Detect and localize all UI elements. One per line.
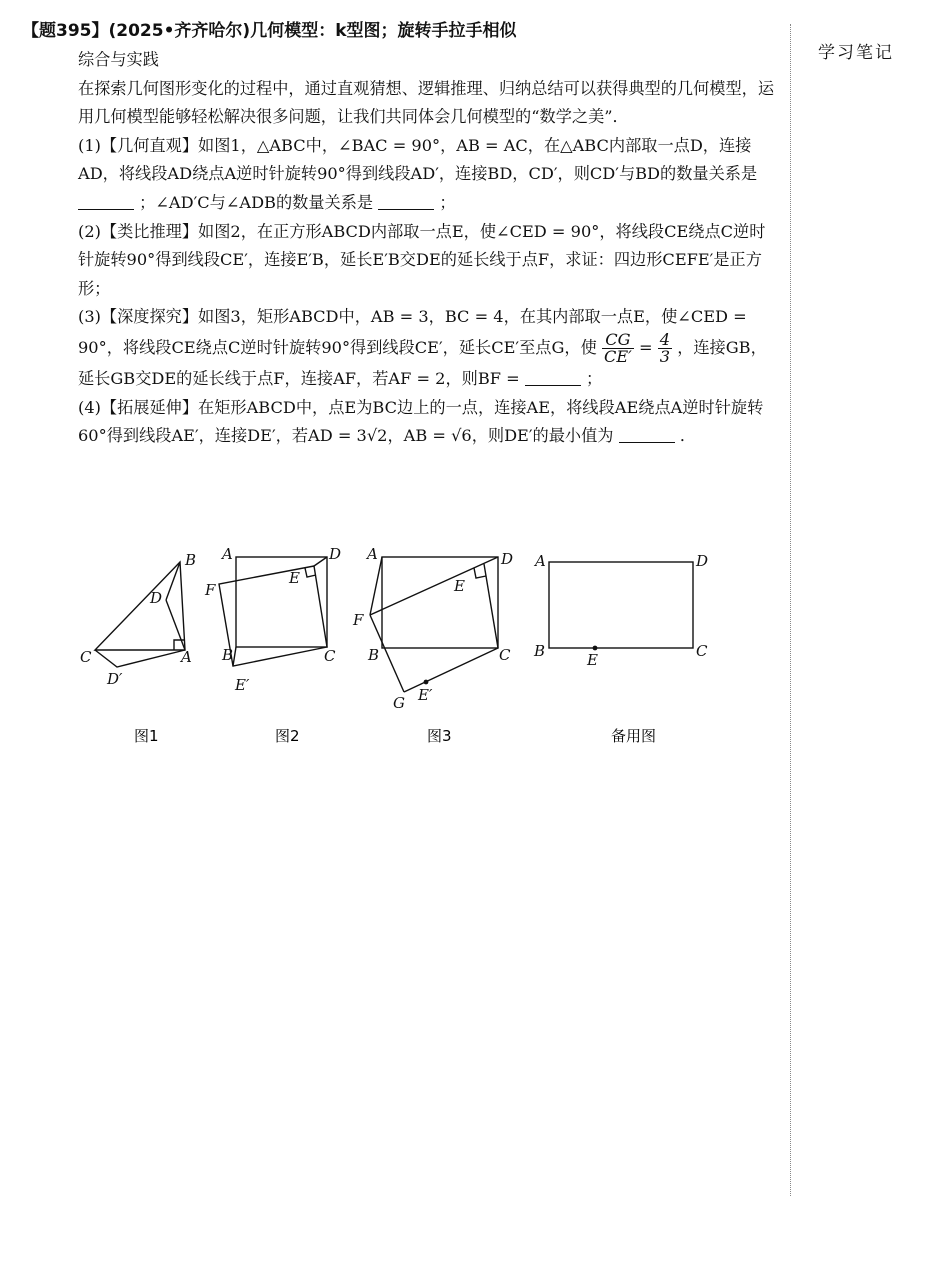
caption-backup: 备用图 bbox=[611, 727, 657, 745]
figure-1 bbox=[95, 562, 185, 667]
segment-de bbox=[314, 557, 327, 566]
segment-af bbox=[370, 557, 382, 615]
value-denominator: 3 bbox=[659, 346, 671, 366]
segment-be-prime bbox=[233, 647, 236, 666]
q3-text-a: (3)【深度探究】如图3，矩形ABCD中，AB = 3，BC = 4，在其内部取一点E，使∠CED = 90°，将线段CE绕点C逆时针旋转90°得到线段CE′，延长CE′至点G，使 bbox=[78, 307, 747, 357]
fig4-label-d: D bbox=[696, 552, 709, 570]
rectangle-abcd-backup bbox=[549, 562, 693, 648]
q4-text-b: ． bbox=[679, 426, 696, 446]
q3-text-e: ； bbox=[586, 368, 603, 388]
fig3-label-g: G bbox=[393, 694, 405, 712]
fig3-label-e-prime: E′ bbox=[418, 686, 433, 704]
point-e-prime-3 bbox=[424, 680, 429, 685]
segment-bd bbox=[166, 562, 180, 600]
caption-fig3: 图3 bbox=[427, 727, 452, 745]
fig4-label-e: E bbox=[587, 651, 598, 669]
fig2-label-a: A bbox=[222, 545, 233, 563]
problem-title: 【题395】(2025•齐齐哈尔)几何模型：k型图；旋转手拉手相似 bbox=[22, 21, 517, 41]
fig2-label-e: E bbox=[289, 569, 300, 587]
study-notes-label: 学习笔记 bbox=[818, 43, 894, 63]
figure-backup bbox=[549, 562, 693, 648]
fig4-label-a: A bbox=[535, 552, 546, 570]
square-abcd bbox=[236, 557, 327, 647]
fig1-label-c: C bbox=[80, 648, 92, 666]
section-heading: 综合与实践 bbox=[78, 50, 159, 69]
q1-text-c: ； bbox=[439, 192, 456, 212]
value-numerator: 4 bbox=[659, 329, 671, 349]
fig3-label-b: B bbox=[368, 646, 380, 664]
fraction-denominator: CE′ bbox=[603, 346, 632, 366]
fig2-label-b: B bbox=[222, 646, 234, 664]
intro-paragraph: 在探索几何图形变化的过程中，通过直观猜想、逻辑推理、归纳总结可以获得典型的几何模型，运用几何模型能够轻松解决很多问题，让我们共同体会几何模型的“数学之美”． bbox=[78, 78, 775, 127]
q1-text-a: (1)【几何直观】如图1，△ABC中，∠BAC = 90°，AB = AC，在△ABC内部取一点D，连接AD，将线段AD绕点A逆时针旋转90°得到线段AD′，连接BD，CD′，则CD′与BD的数量关系是 bbox=[78, 135, 758, 184]
fig1-label-b: B bbox=[185, 551, 197, 569]
fig3-label-f: F bbox=[353, 611, 364, 629]
fig3-label-e: E bbox=[454, 577, 465, 595]
question-2: (2)【类比推理】如图2，在正方形ABCD内部取一点E，使∠CED = 90°，将线段CE绕点C逆时针旋转90°得到线段CE′，连接E′B，延长E′B交DE的延长线于点F，求证：四边形CEFE′是正方形； bbox=[78, 221, 766, 298]
caption-fig1: 图1 bbox=[134, 727, 159, 745]
q3-text-c: ，连接GB，延长GB交DE的延长线于点F，连接AF，若AF = 2，则BF bbox=[78, 337, 767, 388]
fig4-label-c: C bbox=[696, 642, 708, 660]
fig3-label-a: A bbox=[367, 545, 378, 563]
rectangle-abcd bbox=[382, 557, 498, 648]
q4-text-a: (4)【拓展延伸】在矩形ABCD中，点E为BC边上的一点，连接AE，将线段AE绕点A逆时针旋转60°得到线段AE′，连接DE′，若AD = 3√2，AB = √6，则DE′的最小值为 bbox=[78, 397, 764, 446]
q1-text-b: ；∠AD′C与∠ADB的数量关系是 bbox=[139, 192, 374, 212]
right-angle-mark-e3 bbox=[474, 568, 486, 578]
fig2-label-f: F bbox=[205, 581, 216, 599]
triangle-ad-prime bbox=[95, 650, 185, 667]
fig2-label-c: C bbox=[324, 647, 336, 665]
fig2-label-e-prime: E′ bbox=[235, 676, 250, 694]
point-e-backup bbox=[593, 646, 598, 651]
fig4-label-b: B bbox=[534, 642, 546, 660]
fig1-label-a: A bbox=[181, 648, 192, 666]
fig2-label-d: D bbox=[329, 545, 342, 563]
q3-text-d: = bbox=[506, 368, 520, 388]
fraction-numerator: CG bbox=[602, 332, 634, 349]
fig1-label-d-prime: D′ bbox=[107, 670, 123, 688]
caption-fig2: 图2 bbox=[275, 727, 300, 745]
fig1-label-d: D bbox=[150, 589, 163, 607]
fig3-label-c: C bbox=[499, 646, 511, 664]
fig3-label-d: D bbox=[501, 550, 514, 568]
figure-3 bbox=[370, 557, 498, 692]
q3-equals: = bbox=[638, 337, 653, 357]
segment-fd bbox=[370, 557, 498, 615]
triangle-abc bbox=[95, 562, 185, 650]
figure-2 bbox=[219, 557, 327, 666]
